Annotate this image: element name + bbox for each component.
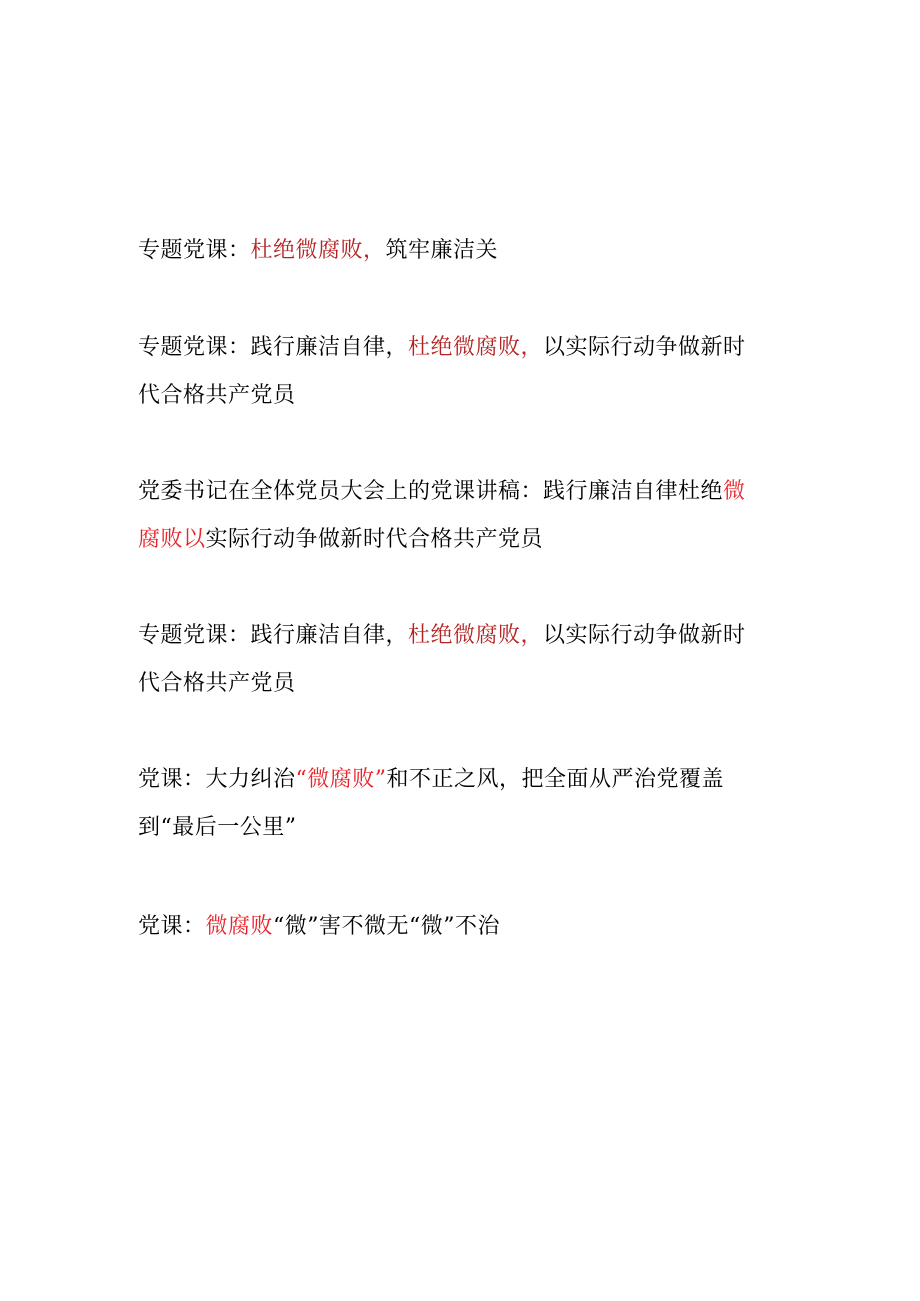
highlighted-text-run: “微腐败”	[295, 767, 387, 792]
text-run: 实际行动争做新时代合格共产党员	[205, 527, 544, 552]
title-entry-2	[138, 324, 778, 420]
highlighted-text-run: 微	[723, 479, 746, 504]
title-entry-3	[138, 468, 778, 564]
entry-line	[138, 516, 778, 564]
text-run: 筑牢廉洁关	[385, 238, 499, 263]
text-run: 党课：大力纠治	[138, 767, 296, 792]
text-run: 专题党课：践行廉洁自律，	[138, 623, 409, 648]
text-run: 专题党课：践行廉洁自律，	[138, 335, 409, 360]
highlighted-text-run: 杜绝微腐败，	[250, 238, 386, 263]
entry-line	[138, 372, 778, 420]
text-run: “微”害不微无“微”不治	[273, 914, 501, 939]
text-run: 代合格共产党员	[138, 671, 296, 696]
entry-line	[138, 227, 778, 275]
text-run: 党课：	[138, 914, 206, 939]
entry-line	[138, 660, 778, 708]
entry-line	[138, 612, 778, 660]
highlighted-text-run: 杜绝微腐败，	[408, 335, 544, 360]
title-entry-6	[138, 903, 778, 951]
text-run: 以实际行动争做新时	[543, 623, 746, 648]
text-run: 代合格共产党员	[138, 383, 296, 408]
highlighted-text-run: 腐败以	[138, 527, 206, 552]
entry-line	[138, 804, 778, 852]
entry-line	[138, 468, 778, 516]
text-run: 党委书记在全体党员大会上的党课讲稿：践行廉洁自律杜绝	[138, 479, 724, 504]
text-run: 和不正之风，把全面从严治党覆盖	[386, 767, 725, 792]
title-entry-1	[138, 227, 778, 275]
title-entry-5	[138, 756, 778, 852]
title-entry-4	[138, 612, 778, 708]
highlighted-text-run: 微腐败	[205, 914, 274, 939]
text-run: 到“最后一公里”	[138, 815, 297, 840]
entry-line	[138, 324, 778, 372]
text-run: 专题党课：	[138, 238, 251, 263]
text-run: 以实际行动争做新时	[543, 335, 746, 360]
highlighted-text-run: 杜绝微腐败，	[408, 623, 544, 648]
entry-line	[138, 903, 778, 951]
entry-line	[138, 756, 778, 804]
